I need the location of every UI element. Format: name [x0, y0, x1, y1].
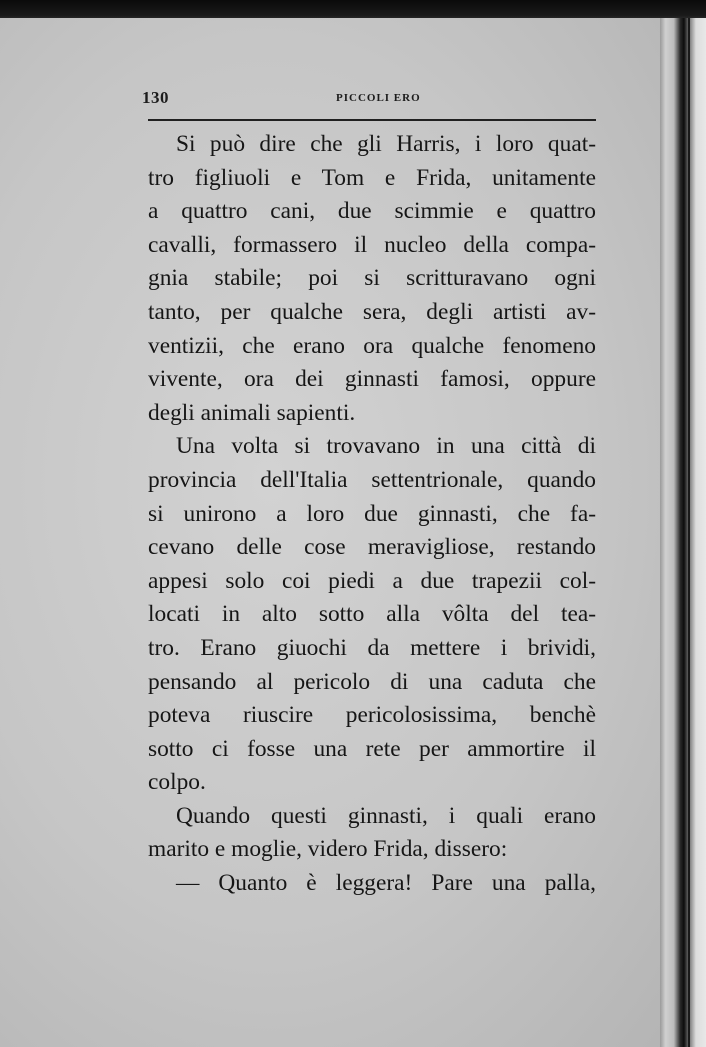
text-line: si unirono a loro due ginnasti, che fa-	[148, 500, 596, 527]
text-line: colpo.	[148, 769, 206, 796]
text-line: cevano delle cose meravigliose, restando	[148, 534, 596, 561]
text-line: poteva riuscire pericolosissima, benchè	[148, 702, 596, 729]
text-line: — Quanto è leggera! Pare una palla,	[176, 870, 596, 897]
text-line: tro. Erano giuochi da mettere i brividi,	[148, 634, 596, 661]
text-line: Si può dire che gli Harris, i loro quat-	[176, 131, 596, 157]
text-line: appesi solo coi piedi a due trapezii col-	[148, 567, 596, 594]
spine-shadow	[688, 18, 690, 1047]
text-line: pensando al pericolo di una caduta che	[148, 668, 596, 695]
running-header	[142, 88, 600, 116]
text-line: Una volta si trovavano in una città di	[176, 433, 596, 460]
text-line: a quattro cani, due scimmie e quattro	[148, 198, 596, 225]
text-line: gnia stabile; poi si scritturavano ogni	[148, 265, 596, 292]
text-line: ventizii, che erano ora qualche fenomeno	[148, 332, 596, 359]
text-line: degli animali sapienti.	[148, 399, 356, 426]
text-line: Quando questi ginnasti, i quali erano	[176, 802, 596, 829]
book-binding	[660, 18, 706, 1047]
text-line: locati in alto sotto alla vôlta del tea-	[148, 601, 596, 628]
text-line: tro figliuoli e Tom e Frida, unitamente	[148, 164, 596, 191]
text-line: tanto, per qualche sera, degli artisti av-	[148, 298, 596, 325]
text-line: provincia dell'Italia settentrionale, quando	[148, 466, 596, 493]
text-line: marito e moglie, videro Frida, dissero:	[148, 836, 508, 863]
body-text	[148, 128, 596, 901]
running-title: PICCOLI ERO	[336, 92, 421, 104]
text-line: sotto ci fosse una rete per ammortire il	[148, 735, 596, 762]
page-number: 130	[142, 88, 169, 107]
text-line: vivente, ora dei ginnasti famosi, oppure	[148, 366, 596, 393]
text-line: cavalli, formassero il nucleo della compa-	[148, 231, 596, 258]
header-rule	[148, 119, 596, 121]
